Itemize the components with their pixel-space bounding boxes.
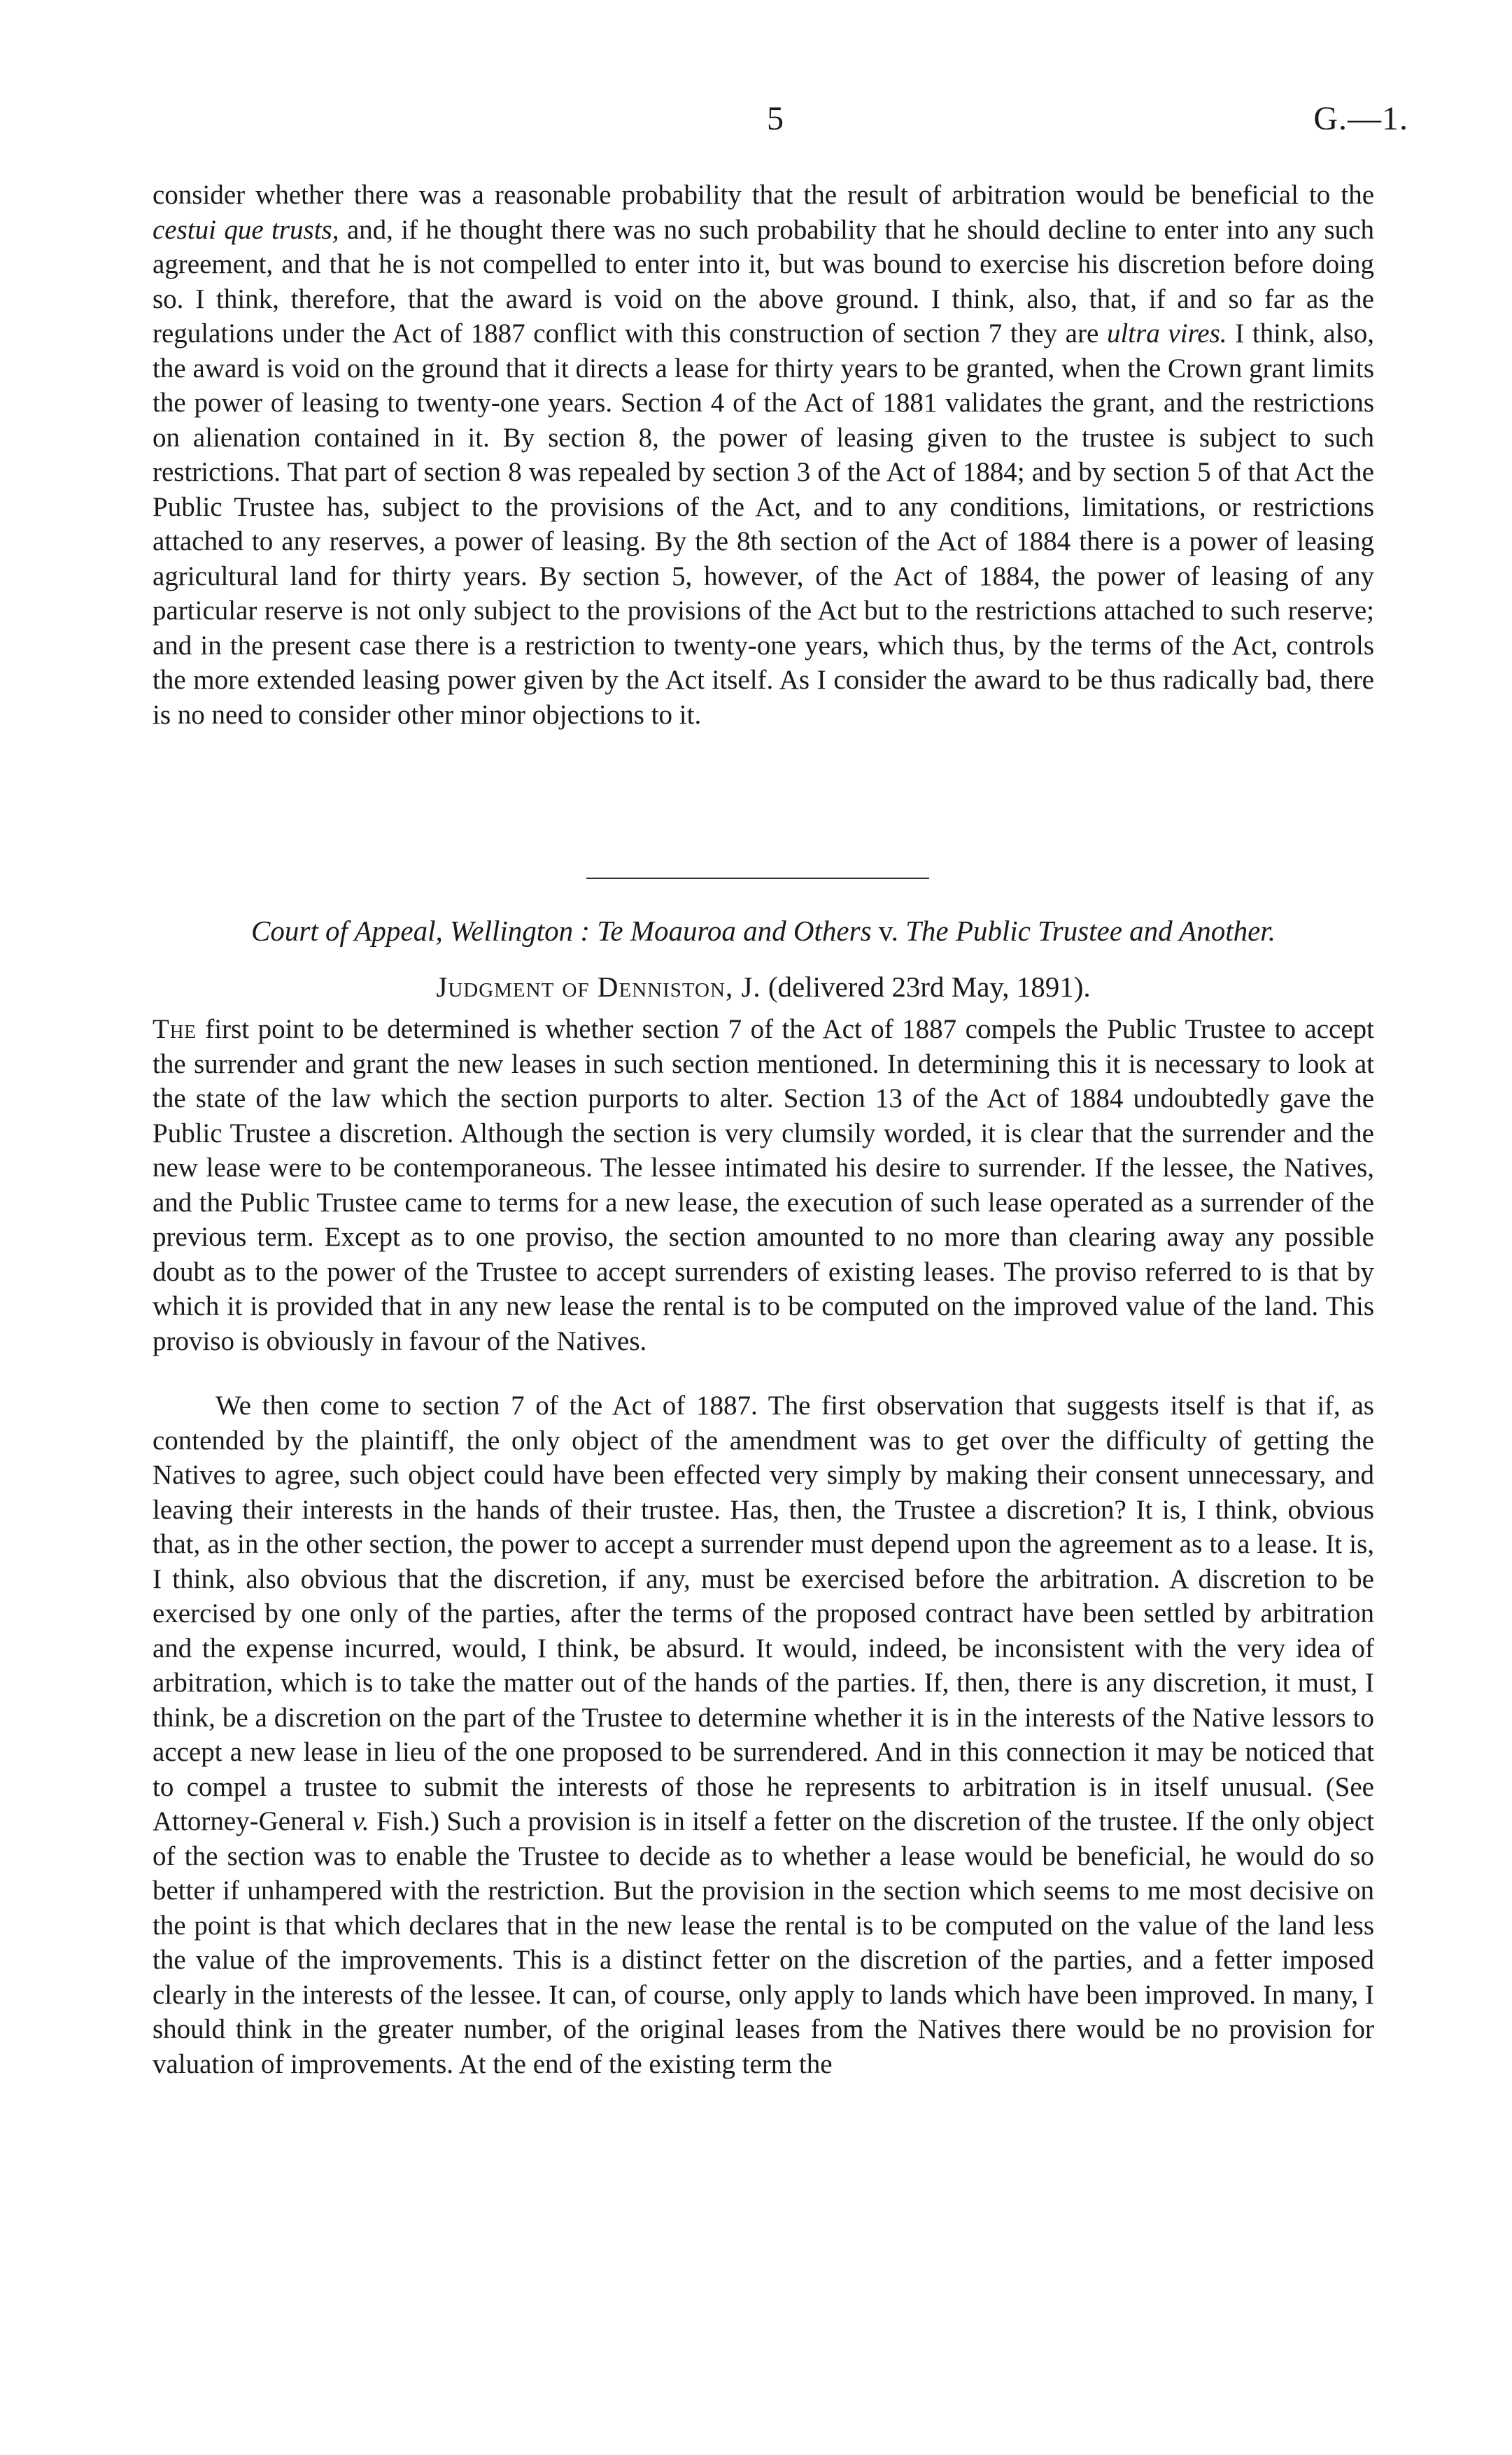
section-divider xyxy=(586,878,929,879)
para3-italic-versus: v. xyxy=(352,1806,369,1836)
para1-text-2: and, if he thought there was no such probability that he should decline to enter into any such agreement, and that he is not compelled to enter into it, but was bound to exercise his discretion before doing so. I think, therefore, that the award is void on the above ground. I think, also, that, if and so far as the regulations under the Act of 1887 conflict with this construction of section 7 they are xyxy=(153,214,1374,349)
case-parties-a: Te Moauroa and Others xyxy=(597,915,872,947)
paragraph-first-point xyxy=(153,1012,1374,1358)
para1-text-1: consider whether there was a reasonable probability that the result of arbitration would be beneficial to the xyxy=(153,180,1374,210)
page-number: 5 xyxy=(767,100,784,137)
para1-text-3: I think, also, the award is void on the ground that it directs a lease for thirty years to be granted, when the Crown grant limits the power of leasing to twenty-one years. Section 4 of the Act of 1881 validates the grant, and the restrictions on alienation contained in it. By section 8, the power of leasing given to the trustee is subject to such restrictions. That part of section 8 was repealed by section 3 of the Act of 1884; and by section 5 of that Act the Public Trustee has, subject to the provisions of the Act, and to any conditions, limitations, or restrictions attached to any reserves, a power of leasing. By the 8th section of the Act of 1884 there is a power of leasing agricultural land for thirty years. By section 5, however, of the Act of 1884, the power of leasing of any particular reserve is not only subject to the provisions of the Act but to the restrictions attached to such reserve; and in the present case there is a restriction to twenty-one years, which thus, by the terms of the Act, controls the more extended leasing power given by the Act itself. As I consider the award to be thus radically bad, there is no need to consider other minor objections to it. xyxy=(153,318,1374,730)
case-versus: v. xyxy=(878,915,898,947)
para3-text-2: Fish.) Such a provision is in itself a fetter on the discretion of the trustee. If the only object of the section was to enable the Trustee to decide as to whether a lease would be beneficial, he would do so better if unhampered with the restriction. But the provision in the section which seems to me most decisive on the point is that which declares that in the new lease the rental is to be computed on the value of the land less the value of the improvements. This is a distinct fetter on the discretion of the parties, and a fetter imposed clearly in the interests of the lessee. It can, of course, only apply to lands which have been improved. In many, I should think in the greater number, of the original leases from the Natives there would be no provision for valuation of improvements. At the end of the existing term the xyxy=(153,1806,1374,2079)
para1-italic-ultra-vires: ultra vires. xyxy=(1106,318,1227,349)
case-title xyxy=(153,913,1374,949)
para1-italic-cestui: cestui que trusts, xyxy=(153,214,339,245)
para2-lead-word: The xyxy=(153,1014,197,1044)
case-court: Court of Appeal, Wellington : xyxy=(251,915,591,947)
judgment-date: (delivered 23rd May, 1891). xyxy=(768,971,1091,1003)
para2-text: first point to be determined is whether section 7 of the Act of 1887 compels the Public Trustee to accept the surrender and grant the new leases in such section mentioned. In determining this it is necessary to look at the state of the law which the section purports to alter. Section 13 of the Act of 1884 undoubtedly gave the Public Trustee a discretion. Although the section is very clumsily worded, it is clear that the surrender and the new lease were to be contemporaneous. The lessee intimated his desire to surrender. If the lessee, the Natives, and the Public Trustee came to terms for a new lease, the execution of such lease operated as a surrender of the previous term. Except as to one proviso, the section amounted to no more than clearing away any possible doubt as to the power of the Trustee to accept surrenders of existing leases. The proviso referred to is that by which it is provided that in any new lease the rental is to be computed on the improved value of the land. This proviso is obviously in favour of the Natives. xyxy=(153,1014,1374,1356)
judgment-label: Judgment of Denniston, J. xyxy=(436,971,761,1003)
paragraph-section-7 xyxy=(153,1388,1374,2081)
para3-text-1: We then come to section 7 of the Act of 1887. The first observation that suggests itself is that if, as contended by the plaintiff, the only object of the amendment was to get over the difficulty of getting the Natives to agree, such object could have been effected very simply by making their consent unnecessary, and leaving their interests in the hands of their trustee. Has, then, the Trustee a discretion? It is, I think, obvious that, as in the other section, the power to accept a surrender must depend upon the agreement as to a lease. It is, I think, also obvious that the discretion, if any, must be exercised before the arbitration. A discretion to be exercised by one only of the parties, after the terms of the proposed contract have been settled by arbitration and the expense incurred, would, I think, be absurd. It would, indeed, be inconsistent with the very idea of arbitration, which is to take the matter out of the hands of the parties. If, then, there is any discretion, it must, I think, be a discretion on the part of the Trustee to determine whether it is in the interests of the Native lessors to accept a new lease in lieu of the one proposed to be surrendered. And in this connection it may be noticed that to compel a trustee to submit the interests of those he represents to arbitration is in itself unusual. (See Attorney-General xyxy=(153,1391,1374,1836)
judgment-heading xyxy=(153,969,1374,1005)
document-reference: G.—1. xyxy=(1313,100,1408,137)
case-parties-b: The Public Trustee and Another. xyxy=(905,915,1276,947)
paragraph-award-void xyxy=(153,178,1374,732)
